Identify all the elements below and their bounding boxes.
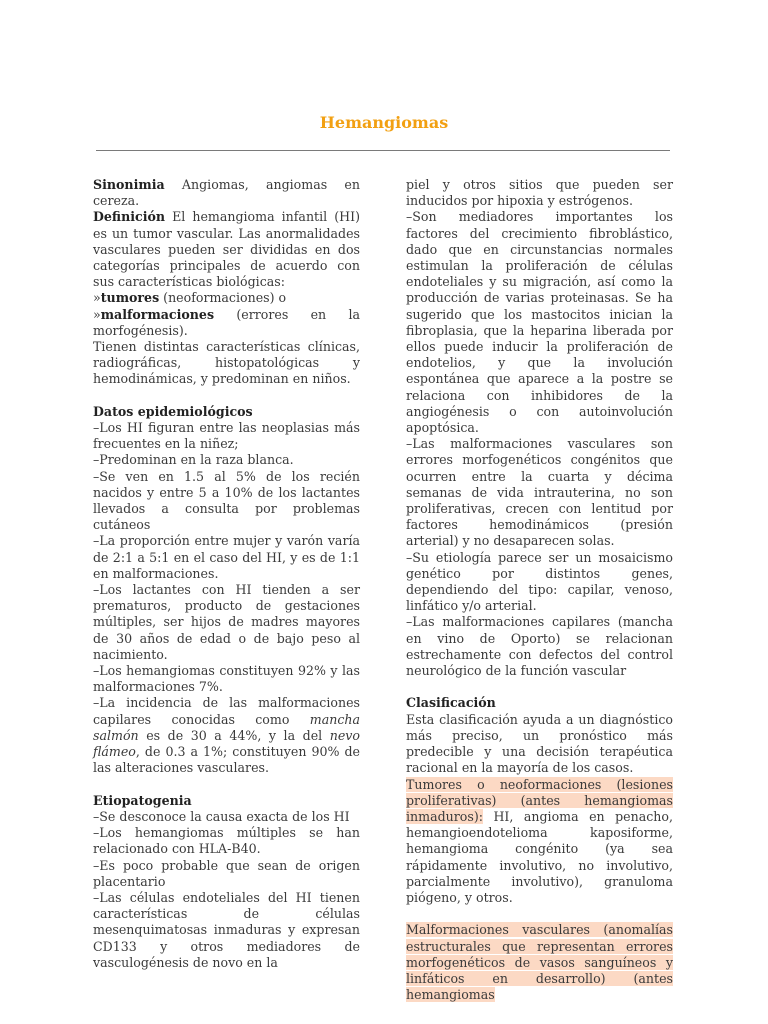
clasificacion-heading-text: Clasificación bbox=[406, 695, 496, 711]
epi-item-5: –Los lactantes con HI tienden a ser prematuros, producto de gestaciones múltiples, ser hijos de madres mayores de 30 años de edad o de bajo peso al nacimiento. bbox=[93, 582, 360, 662]
mancha-salmon-term: mancha salmón bbox=[93, 711, 360, 743]
malformaciones-bullet: » bbox=[93, 306, 101, 322]
tumores-bullet: » bbox=[93, 290, 101, 306]
epi-item-1: –Los HI figuran entre las neoplasias más frecuentes en la niñez; bbox=[93, 420, 360, 452]
malformaciones-highlight: Malformaciones vasculares (anomalías estructurales que representan errores morfogenéticos de vasos sanguíneos y linfáticos en desarrollo) (antes hemangiomas bbox=[406, 922, 673, 1003]
tumores-classification bbox=[406, 777, 673, 907]
definicion-paragraph bbox=[93, 209, 360, 290]
etio-item-7: –Su etiología parece ser un mosaicismo genético por distintos genes, dependiendo del tipo: capilar, venoso, linfático y/o arterial. bbox=[406, 549, 673, 614]
sinonimia-paragraph bbox=[93, 177, 360, 209]
etio-item-6: –Las malformaciones vasculares son errores morfogenéticos congénitos que ocurren entre la cuarta y décima semanas de vida intrauterina, no son proliferativas, crecen con lentitud por factores hemodinámicos (presión arterial) y no desaparecen solas. bbox=[406, 436, 673, 549]
clasificacion-heading bbox=[406, 695, 673, 711]
malformaciones-label: malformaciones bbox=[100, 306, 215, 322]
etio-item-3: –Es poco probable que sean de origen placentario bbox=[93, 857, 360, 889]
right-column bbox=[406, 177, 673, 1003]
malformaciones-text: (errores en la morfogénesis). bbox=[93, 306, 360, 338]
etio-heading bbox=[93, 793, 360, 809]
epi-item-7 bbox=[93, 695, 360, 776]
epi-item-7-part-b: es de 30 a 44%, y la del bbox=[138, 727, 330, 743]
etio-item-4: –Las células endoteliales del HI tienen características de células mesenquimatosas inmaduras y expresan CD133 y otros mediadores de vasculogénesis de novo en la bbox=[93, 889, 360, 970]
epi-item-4: –La proporción entre mujer y varón varía de 2:1 a 5:1 en el caso del HI, y es de 1:1 en malformaciones. bbox=[93, 533, 360, 581]
sinonimia-label: Sinonimia bbox=[93, 177, 165, 192]
malformaciones-classification bbox=[406, 922, 673, 1003]
definicion-text: El hemangioma infantil (HI) es un tumor vascular. Las anormalidades vasculares pueden ser divididas en dos categorías principales de acuerdo con sus características biológicas: bbox=[93, 209, 360, 290]
etio-item-2: –Los hemangiomas múltiples se han relacionado con HLA-B40. bbox=[93, 825, 360, 857]
tumores-label: tumores bbox=[100, 290, 160, 306]
etio-item-1: –Se desconoce la causa exacta de los HI bbox=[93, 808, 350, 824]
continuation-text: piel y otros sitios que pueden ser inducidos por hipoxia y estrógenos. bbox=[406, 177, 673, 209]
epi-item-7-part-a: –La incidencia de las malformaciones capilares conocidas como bbox=[93, 695, 360, 727]
tumores-text: (neoformaciones) o bbox=[159, 290, 287, 306]
epi-item-7-part-c: , de 0.3 a 1%; constituyen 90% de las alteraciones vasculares. bbox=[93, 744, 360, 776]
clasificacion-text: Esta clasificación ayuda a un diagnóstico más preciso, un pronóstico más predecible y una decisión terapéutica racional en la mayoría de los casos. bbox=[406, 711, 673, 776]
page-title: Hemangiomas bbox=[319, 113, 449, 132]
epi-heading-text: Datos epidemiológicos bbox=[93, 403, 253, 419]
title-divider bbox=[96, 150, 670, 151]
epi-item-2: –Predominan en la raza blanca. bbox=[93, 452, 294, 468]
sinonimia-text: Angiomas, angiomas en cereza. bbox=[93, 177, 360, 209]
tumores-highlight: Tumores o neoformaciones (lesiones proliferativas) (antes hemangiomas inmaduros): bbox=[406, 776, 673, 824]
malformaciones-item bbox=[93, 307, 360, 339]
left-column bbox=[93, 177, 360, 971]
tumores-examples: HI, angioma en penacho, hemangioendotelioma kaposiforme, hemangioma congénito (ya sea rápidamente involutivo, no involutivo, parcialmente involutivo), granuloma piógeno, y otros. bbox=[406, 808, 673, 905]
tumores-item bbox=[93, 290, 360, 306]
definicion-label: Definición bbox=[93, 209, 166, 225]
definicion-close: Tienen distintas características clínicas, radiográficas, histopatológicas y hemodinámicas, y predominan en niños. bbox=[93, 339, 360, 387]
epi-heading bbox=[93, 404, 360, 420]
etio-heading-text: Etiopatogenia bbox=[93, 792, 192, 808]
nevo-flameo-term: nevo flámeo bbox=[93, 727, 360, 760]
etio-item-8: –Las malformaciones capilares (mancha en vino de Oporto) se relacionan estrechamente con defectos del control neurológico de la función vascular bbox=[406, 614, 673, 679]
etio-item-5: –Son mediadores importantes los factores del crecimiento fibroblástico, dado que en circunstancias normales estimulan la proliferación de células endoteliales y su migración, así como la producción de varias proteinasas. Se ha sugerido que los mastocitos inician la fibroplasia, que la heparina liberada por ellos puede inducir la proliferación de endotelios, y que la involución espontánea que aparece a la postre se relaciona con inhibidores de la angiogénesis o con autoinvolución apoptósica. bbox=[406, 209, 673, 436]
epi-item-6: –Los hemangiomas constituyen 92% y las malformaciones 7%. bbox=[93, 663, 360, 695]
epi-item-3: –Se ven en 1.5 al 5% de los recién nacidos y entre 5 a 10% de los lactantes llevados a consulta por problemas cutáneos bbox=[93, 468, 360, 533]
